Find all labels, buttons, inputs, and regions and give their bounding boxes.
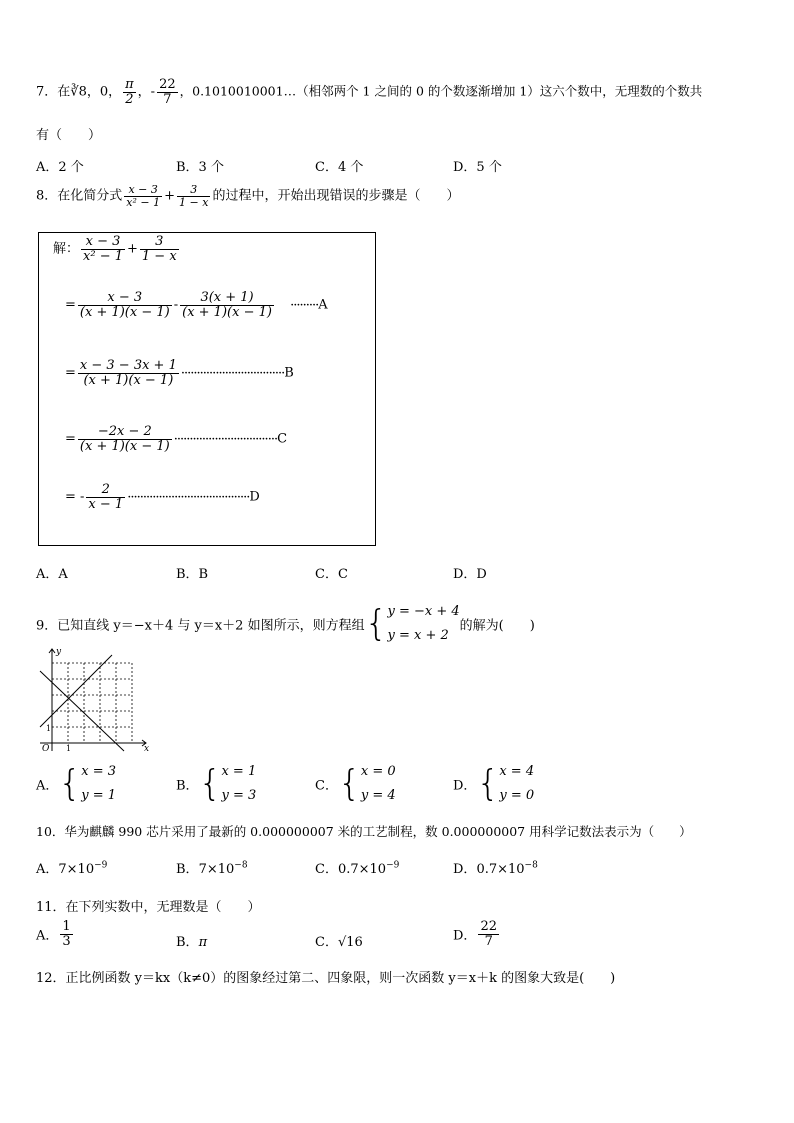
q8-rest: 的过程中，开始出现错误的步骤是（ ） [212, 188, 460, 204]
q10-d-exp: −8 [524, 860, 538, 871]
q7-sep2: ，- [137, 84, 156, 100]
q9-d-label: D． [453, 778, 477, 794]
q9-d-l1: x = 4 [499, 764, 535, 779]
sA-eq: = [65, 297, 76, 313]
q8-number: 8．在化简分式 [36, 188, 123, 204]
q11-c-label: C． [315, 935, 338, 950]
q11-option-b[interactable] [176, 931, 207, 950]
solution-line-a [65, 291, 328, 319]
q10-a-base: 7×10 [58, 862, 95, 877]
q8-frac1 [124, 184, 162, 208]
solution-line-0 [53, 235, 181, 263]
sC-den: (x + 1)(x − 1) [79, 438, 170, 454]
q9-a-label: A． [36, 778, 59, 794]
sD-dots: ······································· [127, 489, 250, 505]
q11-option-c[interactable] [315, 931, 363, 950]
q11-d-label: D． [453, 928, 477, 944]
sC-eq: = [65, 431, 76, 447]
q10-b-base: 7×10 [198, 862, 235, 877]
sD-eq: = - [65, 489, 85, 505]
q8-frac2 [177, 184, 210, 208]
sA-tag: A [318, 297, 328, 313]
sD-tag: D [249, 489, 260, 505]
q9-origin-label: O [42, 744, 50, 753]
s0-f2-den: 1 − x [141, 248, 177, 264]
q10-option-b[interactable] [176, 858, 248, 877]
q7-f-den: 7 [163, 91, 172, 107]
solution-line-c [65, 425, 287, 453]
q10-b-label: B． [176, 862, 199, 877]
sD-frac [86, 483, 125, 511]
q9-x-label: x [144, 744, 150, 753]
q9-c-brace-icon: { [337, 763, 361, 804]
q11-text: 11．在下列实数中，无理数是（ ） [36, 900, 261, 915]
sC-dots: ································· [173, 431, 278, 447]
q7-f-num: 22 [159, 77, 176, 92]
sA-minus: - [173, 297, 179, 313]
q10-a-exp: −9 [94, 860, 108, 871]
q9-d-brace-icon: { [476, 763, 500, 804]
q9-option-c[interactable] [315, 760, 396, 808]
q11-a-num: 1 [62, 919, 71, 934]
sB-den: (x + 1)(x − 1) [83, 372, 174, 388]
q8-line [36, 184, 459, 208]
q11-a-den: 3 [62, 933, 71, 949]
q9-b-label: B． [176, 778, 199, 794]
s0-f1-num: x − 3 [81, 235, 125, 250]
sA-den1: (x + 1)(x − 1) [79, 304, 170, 320]
q7-22-7-fraction [157, 78, 178, 106]
q11-a-frac [60, 920, 72, 948]
q11-a-label: A． [36, 928, 59, 944]
sA-den2: (x + 1)(x − 1) [182, 304, 272, 320]
q9-a-l1: x = 3 [81, 764, 117, 779]
q9-system [365, 600, 460, 648]
q11-b-label: B． [176, 935, 199, 950]
q11-option-a[interactable] [36, 920, 75, 948]
sB-frac [78, 359, 179, 387]
q8-f1-num: x − 3 [124, 184, 162, 197]
q9-c-l1: x = 0 [360, 764, 396, 779]
s0-f1-den: x² − 1 [83, 248, 123, 264]
q9-one-y: 1 [46, 724, 52, 733]
q7-option-b[interactable]: B．3 个 [176, 160, 224, 175]
s0-plus: + [127, 241, 138, 257]
q9-brace-icon: { [364, 603, 388, 644]
q9-b-l1: x = 1 [221, 764, 257, 779]
q8-f2-num: 3 [177, 184, 210, 197]
q7-number: 7．在 [36, 84, 71, 100]
sB-num: x − 3 − 3x + 1 [79, 358, 177, 373]
q7-option-a[interactable]: A．2 个 [36, 160, 84, 175]
sA-frac2 [180, 291, 274, 319]
q9-y-label: y [56, 647, 62, 657]
q10-option-a[interactable] [36, 858, 107, 877]
solution-line-b [65, 359, 294, 387]
q11-option-d[interactable] [453, 920, 501, 948]
q7-line2: 有（ ） [36, 128, 102, 143]
sD-num: 2 [86, 483, 125, 498]
sD-den: x − 1 [88, 496, 124, 512]
q9-a-brace-icon: { [58, 763, 82, 804]
sB-tag: B [284, 365, 294, 381]
q7-option-c[interactable]: C．4 个 [315, 160, 364, 175]
q10-c-label: C． [315, 862, 338, 877]
q8-option-c[interactable]: C．C [315, 567, 348, 582]
q7-cube-root: ∛8 [70, 84, 87, 100]
q8-option-a[interactable]: A．A [36, 567, 68, 582]
q9-c-label: C． [315, 778, 338, 794]
q7-sep1: ，0， [86, 84, 122, 100]
q8-f1-den: x² − 1 [126, 195, 161, 209]
solution-line-d [65, 483, 260, 511]
q7-line1 [36, 78, 702, 106]
q9-option-d[interactable] [453, 760, 534, 808]
sC-frac [78, 425, 172, 453]
q9-axes [40, 649, 146, 751]
q10-option-d[interactable] [453, 858, 538, 877]
sA-num1: x − 3 [78, 291, 172, 306]
q10-d-base: 0.7×10 [476, 862, 525, 877]
q9-option-a[interactable] [36, 760, 116, 808]
q9-sys1: y = −x + 4 [387, 604, 460, 619]
q7-option-d[interactable]: D．5 个 [453, 160, 502, 175]
q9-b-brace-icon: { [198, 763, 222, 804]
q8-plus: + [164, 188, 176, 204]
q9-line [36, 600, 535, 648]
s0-frac2 [140, 235, 179, 263]
q9-c-l2: y = 4 [360, 788, 396, 803]
q8-option-b[interactable]: B．B [176, 567, 209, 582]
q7-rest: ，0.1010010001…（相邻两个 1 之间的 0 的个数逐渐增加 1）这六个数中，无理数的个数共 [179, 83, 703, 99]
q9-text1: 9．已知直线 y＝−x＋4 与 y＝x＋2 如图所示，则方程组 [36, 618, 365, 634]
q10-c-exp: −9 [386, 860, 400, 871]
q11-c-val: √16 [337, 935, 363, 950]
q10-text: 10．华为麒麟 990 芯片采用了最新的 0.000000007 米的工艺制程，数 0.000000007 用科学记数法表示为（ ） [36, 824, 692, 839]
sA-num2: 3(x + 1) [180, 291, 274, 306]
sB-dots: ································· [180, 365, 285, 381]
solution-label: 解： [53, 241, 80, 257]
q11-d-frac [478, 920, 499, 948]
q9-graph [36, 645, 156, 753]
q7-pi-fraction [123, 78, 136, 106]
q11-d-den: 7 [484, 933, 493, 949]
q10-a-label: A． [36, 862, 59, 877]
q9-sys2: y = x + 2 [387, 628, 449, 643]
q10-option-c[interactable] [315, 858, 399, 877]
q9-line-pos [40, 655, 112, 727]
q12-text: 12．正比例函数 y＝kx（k≠0）的图象经过第二、四象限，则一次函数 y＝x＋k 的图象大致是( ) [36, 971, 616, 986]
q9-option-b[interactable] [176, 760, 256, 808]
sA-frac1 [78, 291, 172, 319]
q9-a-l2: y = 1 [81, 788, 117, 803]
q9-one-x: 1 [66, 744, 72, 753]
q8-option-d[interactable]: D．D [453, 567, 487, 582]
q7-pi-den: 2 [125, 91, 134, 107]
q10-d-label: D． [453, 862, 477, 877]
q10-b-exp: −8 [234, 860, 248, 871]
q8-f2-den: 1 − x [179, 195, 209, 209]
q9-text2: 的解为( ) [459, 618, 535, 634]
sC-tag: C [277, 431, 288, 447]
q7-pi-num: π [125, 77, 134, 92]
q9-b-l2: y = 3 [221, 788, 257, 803]
s0-f2-num: 3 [140, 235, 179, 250]
sA-dots: ········· [290, 297, 319, 313]
sC-num: −2x − 2 [78, 425, 172, 440]
solution-box [38, 232, 376, 546]
q11-b-val: π [198, 935, 208, 950]
q11-d-num: 22 [480, 919, 497, 934]
s0-frac1 [81, 235, 125, 263]
q10-c-base: 0.7×10 [337, 862, 387, 877]
q9-d-l2: y = 0 [499, 788, 535, 803]
sB-eq: = [65, 365, 76, 381]
